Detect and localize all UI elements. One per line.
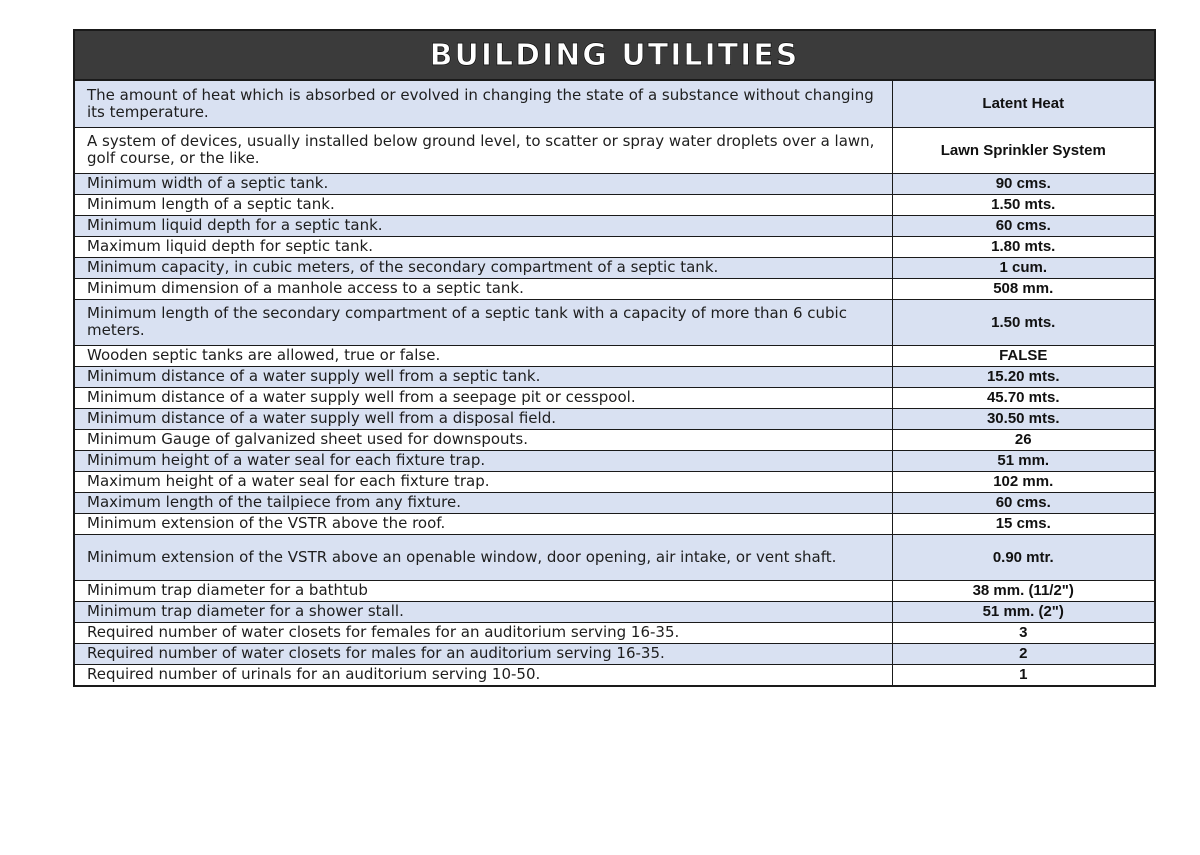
- table-row: [75, 299, 1154, 345]
- answer-cell: 51 mm.: [892, 450, 1154, 471]
- page-title: BUILDING UTILITIES: [429, 37, 800, 73]
- answer-cell: 38 mm. (11/2"): [892, 580, 1154, 601]
- table-row: [75, 643, 1154, 664]
- question-cell: Minimum trap diameter for a shower stall.: [75, 601, 892, 622]
- answer-cell: 1 cum.: [892, 257, 1154, 278]
- answer-cell: 3: [892, 622, 1154, 643]
- answer-cell: 15.20 mts.: [892, 366, 1154, 387]
- qa-table: [75, 81, 1154, 685]
- table-row: [75, 236, 1154, 257]
- answer-cell: FALSE: [892, 345, 1154, 366]
- answer-cell: 1.50 mts.: [892, 194, 1154, 215]
- answer-cell: 45.70 mts.: [892, 387, 1154, 408]
- question-cell: Minimum trap diameter for a bathtub: [75, 580, 892, 601]
- question-cell: Required number of urinals for an auditorium serving 10-50.: [75, 664, 892, 685]
- answer-cell: 60 cms.: [892, 492, 1154, 513]
- answer-cell: 1.80 mts.: [892, 236, 1154, 257]
- answer-cell: Lawn Sprinkler System: [892, 127, 1154, 173]
- question-cell: Minimum dimension of a manhole access to a septic tank.: [75, 278, 892, 299]
- qa-table-body: [75, 81, 1154, 685]
- table-row: [75, 345, 1154, 366]
- answer-cell: 30.50 mts.: [892, 408, 1154, 429]
- table-row: [75, 450, 1154, 471]
- table-row: [75, 601, 1154, 622]
- question-cell: Minimum extension of the VSTR above an openable window, door opening, air intake, or vent shaft.: [75, 534, 892, 580]
- question-cell: Minimum Gauge of galvanized sheet used for downspouts.: [75, 429, 892, 450]
- table-row: [75, 257, 1154, 278]
- question-cell: Required number of water closets for males for an auditorium serving 16-35.: [75, 643, 892, 664]
- table-row: [75, 408, 1154, 429]
- title-bar: [75, 31, 1154, 81]
- answer-cell: 51 mm. (2"): [892, 601, 1154, 622]
- table-row: [75, 366, 1154, 387]
- question-cell: Minimum length of the secondary compartment of a septic tank with a capacity of more than 6 cubic meters.: [75, 299, 892, 345]
- question-cell: Wooden septic tanks are allowed, true or false.: [75, 345, 892, 366]
- table-row: [75, 492, 1154, 513]
- table-row: [75, 387, 1154, 408]
- question-cell: Maximum liquid depth for septic tank.: [75, 236, 892, 257]
- question-cell: Minimum capacity, in cubic meters, of the secondary compartment of a septic tank.: [75, 257, 892, 278]
- table-row: [75, 622, 1154, 643]
- utilities-sheet: [73, 29, 1156, 687]
- table-row: [75, 278, 1154, 299]
- answer-cell: 90 cms.: [892, 173, 1154, 194]
- answer-cell: 15 cms.: [892, 513, 1154, 534]
- question-cell: Minimum distance of a water supply well from a seepage pit or cesspool.: [75, 387, 892, 408]
- answer-cell: 60 cms.: [892, 215, 1154, 236]
- table-row: [75, 471, 1154, 492]
- question-cell: The amount of heat which is absorbed or evolved in changing the state of a substance without changing its temperature.: [75, 81, 892, 127]
- answer-cell: 508 mm.: [892, 278, 1154, 299]
- table-row: [75, 215, 1154, 236]
- answer-cell: Latent Heat: [892, 81, 1154, 127]
- answer-cell: 0.90 mtr.: [892, 534, 1154, 580]
- answer-cell: 26: [892, 429, 1154, 450]
- table-row: [75, 664, 1154, 685]
- table-row: [75, 81, 1154, 127]
- question-cell: Maximum height of a water seal for each fixture trap.: [75, 471, 892, 492]
- table-row: [75, 513, 1154, 534]
- answer-cell: 1.50 mts.: [892, 299, 1154, 345]
- question-cell: Minimum length of a septic tank.: [75, 194, 892, 215]
- question-cell: Minimum liquid depth for a septic tank.: [75, 215, 892, 236]
- question-cell: Minimum height of a water seal for each fixture trap.: [75, 450, 892, 471]
- answer-cell: 102 mm.: [892, 471, 1154, 492]
- question-cell: Maximum length of the tailpiece from any fixture.: [75, 492, 892, 513]
- table-row: [75, 173, 1154, 194]
- question-cell: Minimum width of a septic tank.: [75, 173, 892, 194]
- answer-cell: 2: [892, 643, 1154, 664]
- question-cell: A system of devices, usually installed below ground level, to scatter or spray water droplets over a lawn, golf course, or the like.: [75, 127, 892, 173]
- question-cell: Minimum distance of a water supply well from a disposal field.: [75, 408, 892, 429]
- answer-cell: 1: [892, 664, 1154, 685]
- table-row: [75, 580, 1154, 601]
- table-row: [75, 127, 1154, 173]
- table-row: [75, 194, 1154, 215]
- question-cell: Required number of water closets for females for an auditorium serving 16-35.: [75, 622, 892, 643]
- question-cell: Minimum extension of the VSTR above the roof.: [75, 513, 892, 534]
- table-row: [75, 429, 1154, 450]
- table-row: [75, 534, 1154, 580]
- question-cell: Minimum distance of a water supply well from a septic tank.: [75, 366, 892, 387]
